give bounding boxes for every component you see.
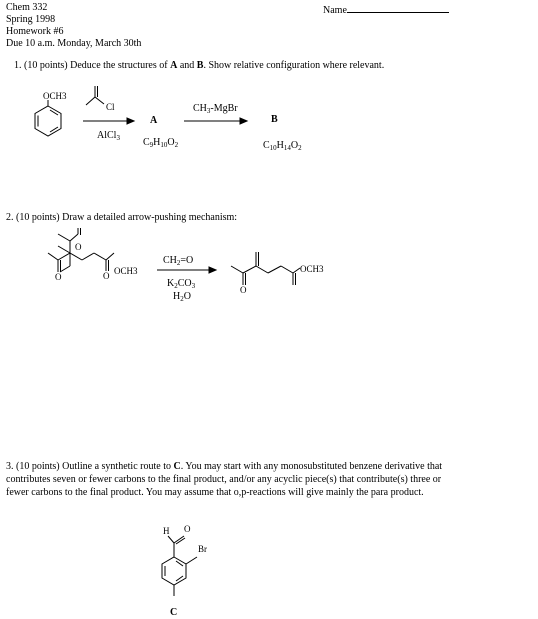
q1-arrow-2 — [184, 118, 247, 124]
q2-methoxy-right: OCH3 — [300, 264, 324, 274]
aldehyde-o-label: O — [184, 524, 191, 534]
q2-prompt: 2. (10 points) Draw a detailed arrow-pushing mechanism: — [6, 212, 238, 223]
term: Spring 1998 — [6, 14, 56, 25]
q3-prompt-line2: contributes seven or fewer carbons to the final product, and/or any acyclic piece(s) that contribute(s) three or — [6, 474, 442, 485]
potassium-carbonate-label: $K_2CO_3$ — [167, 278, 196, 290]
formaldehyde-label: $CH_2=O$ — [163, 255, 194, 267]
q1-arrow-1 — [83, 118, 134, 124]
q2-product — [231, 252, 300, 285]
acetyl-chloride — [86, 86, 104, 105]
course-title: Chem 332 — [6, 2, 48, 13]
q2-oxygen-4: O — [240, 285, 247, 295]
formula-b: $C_{10}H_{14}O_2$ — [263, 140, 302, 152]
homework-number: Homework #6 — [6, 26, 64, 37]
q2-oxygen-3: O — [103, 271, 110, 281]
product-a-label: A — [150, 115, 158, 126]
q1-prompt: 1. (10 points) Deduce the structures of A and B. Show relative configuration where relevant. — [14, 60, 385, 71]
bromine-label: Br — [198, 544, 207, 554]
q3-prompt-line3: fewer carbons to the final product. You may assume that o,p-reactions will give mainly the para product. — [6, 487, 424, 498]
formula-a: $C_9H_{10}O_2$ — [143, 137, 179, 149]
water-label: $H_2O$ — [173, 291, 191, 303]
product-b-label: B — [271, 114, 278, 125]
q2-oxygen-1: O — [75, 242, 82, 252]
name-label: Name — [323, 5, 347, 16]
q2-methoxy-left: OCH3 — [114, 266, 138, 276]
aldehyde-h-label: H — [163, 526, 170, 536]
due-date: Due 10 a.m. Monday, March 30th — [6, 38, 142, 49]
alcl3-label: AlCl$_3$ — [97, 130, 120, 142]
anisole-ring — [35, 100, 61, 136]
grignard-label: $CH_3$-MgBr — [193, 103, 238, 115]
compound-c — [162, 536, 197, 596]
q3-prompt-line1: 3. (10 points) Outline a synthetic route to C. You may start with any monosubstituted benzene derivative that — [6, 461, 443, 472]
methoxy-label: OCH3 — [43, 91, 67, 101]
compound-c-label: C — [170, 607, 178, 618]
chloride-label: Cl — [106, 102, 115, 112]
q2-oxygen-2: O — [55, 272, 62, 282]
